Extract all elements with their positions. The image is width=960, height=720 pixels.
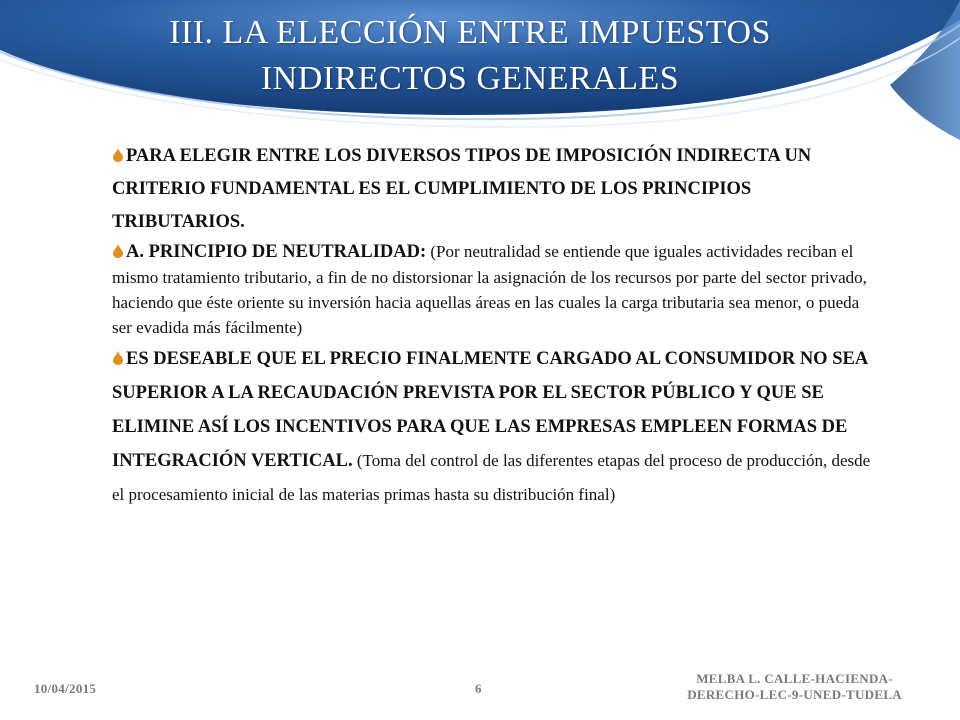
teardrop-bullet-icon xyxy=(112,244,124,258)
footer-author-line-1: MELBA L. CALLE-HACIENDA- xyxy=(696,671,893,686)
footer-author-line-2: DERECHO-LEC-9-UNED-TUDELA xyxy=(687,687,902,702)
footer-author xyxy=(687,671,902,703)
title-line-1: III. LA ELECCIÓN ENTRE IMPUESTOS xyxy=(169,14,771,51)
teardrop-bullet-icon xyxy=(112,351,124,365)
bullet-3 xyxy=(112,342,872,512)
slide-number: 6 xyxy=(475,681,482,696)
bullet-3-text: ES DESEABLE QUE EL PRECIO FINALMENTE CARGADO AL CONSUMIDOR NO SEA SUPERIOR A LA RECAUDACIÓN PREVISTA POR EL SECTOR PÚBLICO Y QUE SE ELIMINE ASÍ LOS INCENTIVOS PARA QUE LAS EMPRESAS EMPLEEN FORMAS DE INTEGRACIÓN VERTICAL. xyxy=(112,349,868,471)
slide-content xyxy=(112,140,872,512)
bullet-2-heading: A. PRINCIPIO DE NEUTRALIDAD: xyxy=(126,242,427,262)
teardrop-bullet-icon xyxy=(112,148,124,162)
bullet-1 xyxy=(112,140,872,239)
bullet-1-text: PARA ELEGIR ENTRE LOS DIVERSOS TIPOS DE IMPOSICIÓN INDIRECTA UN CRITERIO FUNDAMENTAL ES EL CUMPLIMIENTO DE LOS PRINCIPIOS TRIBUTARIOS. xyxy=(112,146,812,232)
bullet-2 xyxy=(112,239,872,340)
bullet-2-detail: (Por neutralidad se entiende que iguales actividades reciban el mismo tratamiento tributario, a fin de no distorsionar la asignación de los recursos por parte del sector privado, haciendo que éste oriente su inversión hacia aquellas áreas en las cuales la carga tributaria sea menor, o pueda ser evadida más fácilmente) xyxy=(112,242,867,337)
title-line-2: INDIRECTOS GENERALES xyxy=(260,60,680,97)
bullet-3-detail: (Toma del control de las diferentes etapas del proceso de producción, desde el procesamiento inicial de las materias primas hasta su distribución final) xyxy=(112,451,871,504)
slide-title xyxy=(60,10,880,102)
footer-date: 10/04/2015 xyxy=(34,681,97,696)
